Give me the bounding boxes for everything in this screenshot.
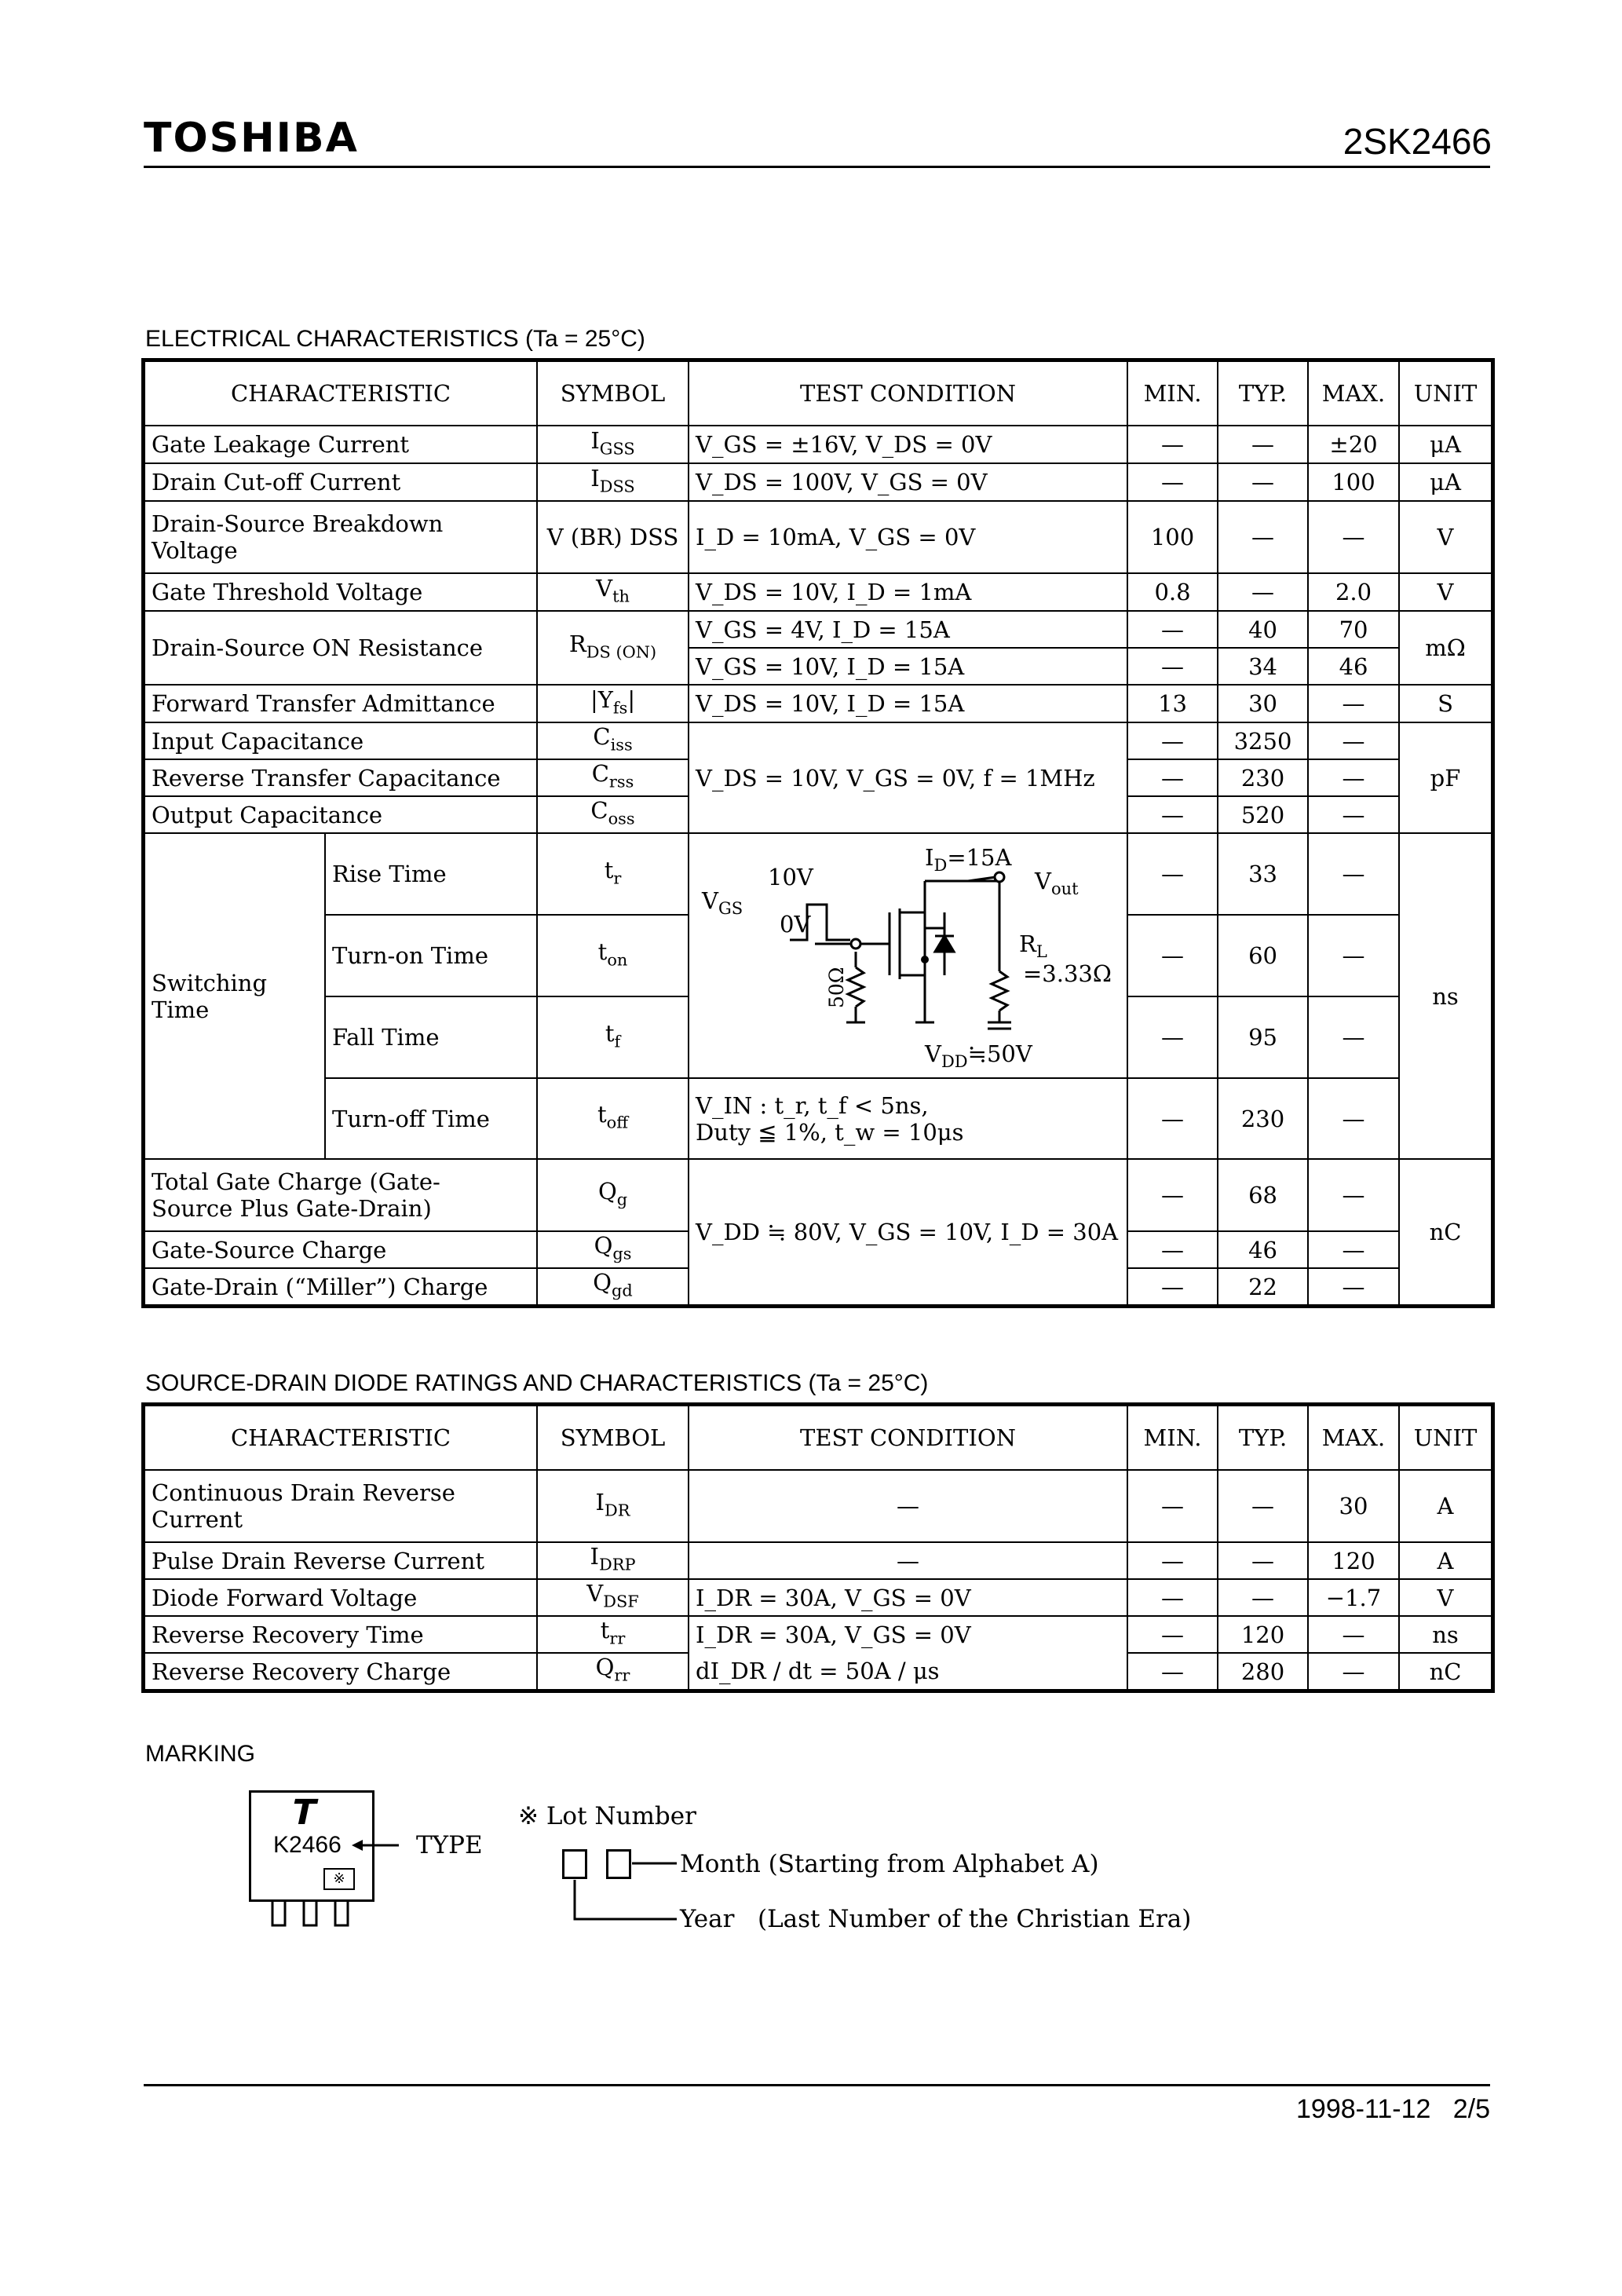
unit: pF (1399, 722, 1492, 833)
max-value: — (1308, 722, 1399, 759)
test-condition: — (689, 1542, 1127, 1579)
min-value: — (1127, 463, 1218, 501)
symbol: $Q_{gs}$ (537, 1231, 689, 1268)
typ-value: — (1218, 1542, 1308, 1579)
characteristic-name: Total Gate Charge (Gate-Source Plus Gate-Drain) (144, 1159, 537, 1231)
label-vout: $V_{out}$ (1035, 868, 1079, 898)
max-value: ±20 (1308, 426, 1399, 463)
table-row (144, 1542, 1492, 1579)
min-value: 100 (1127, 501, 1218, 573)
test-condition: V_DS = 10V, V_GS = 0V, f = 1MHz (689, 722, 1127, 833)
symbol: $|Y_{fs}|$ (537, 685, 689, 722)
footer-date-page: 1998-11-12 2/5 (1296, 2094, 1490, 2124)
year-note: Year (Last Number of the Christian Era) (680, 1905, 1192, 1933)
symbol: $V_{th}$ (537, 573, 689, 611)
min-value: — (1127, 833, 1218, 915)
col-max: MAX. (1308, 1406, 1399, 1470)
min-value: — (1127, 1078, 1218, 1159)
min-value: — (1127, 759, 1218, 796)
max-value: — (1308, 1159, 1399, 1231)
table-row (144, 685, 1492, 722)
typ-value: 230 (1218, 759, 1308, 796)
diode-table (144, 1405, 1492, 1691)
max-value: — (1308, 1231, 1399, 1268)
max-value: — (1308, 685, 1399, 722)
label-vdd: $V_{DD}≒50V$ (925, 1040, 1032, 1071)
max-value: — (1308, 1078, 1399, 1159)
unit: A (1399, 1542, 1492, 1579)
unit: V (1399, 573, 1492, 611)
test-condition: V_GS = 4V, I_D = 15A (689, 611, 1127, 648)
table-row (144, 1470, 1492, 1542)
label-rl-value: =3.33Ω (1023, 960, 1112, 987)
col-symbol: SYMBOL (537, 361, 689, 426)
characteristic-name: Drain Cut-off Current (144, 463, 537, 501)
min-value: — (1127, 426, 1218, 463)
test-condition: I_DR = 30A, V_GS = 0V (689, 1616, 1127, 1653)
max-value: −1.7 (1308, 1579, 1399, 1616)
unit: A (1399, 1470, 1492, 1542)
symbol: $Q_{rr}$ (537, 1653, 689, 1690)
table-row (144, 1159, 1492, 1231)
typ-value: 30 (1218, 685, 1308, 722)
table-row (144, 426, 1492, 463)
symbol: $t_{on}$ (537, 915, 689, 996)
symbol: $C_{rss}$ (537, 759, 689, 796)
symbol: $C_{iss}$ (537, 722, 689, 759)
col-max: MAX. (1308, 361, 1399, 426)
characteristic-name: Reverse Recovery Time (144, 1616, 537, 1653)
max-value: 120 (1308, 1542, 1399, 1579)
characteristic-name: Fall Time (325, 996, 537, 1078)
package-leads (271, 1902, 357, 1933)
header-rule (144, 166, 1490, 168)
unit: mΩ (1399, 611, 1492, 685)
electrical-table (144, 360, 1492, 1306)
part-number: 2SK2466 (1343, 121, 1492, 162)
max-value: — (1308, 796, 1399, 833)
symbol: $t_r$ (537, 833, 689, 915)
diode-title: SOURCE-DRAIN DIODE RATINGS AND CHARACTERISTICS (Ta = 25°C) (145, 1370, 929, 1396)
typ-value: — (1218, 1470, 1308, 1542)
min-value: — (1127, 1231, 1218, 1268)
unit: S (1399, 685, 1492, 722)
type-label: TYPE (416, 1831, 483, 1859)
symbol: $Q_g$ (537, 1159, 689, 1231)
characteristic-name: Gate Threshold Voltage (144, 573, 537, 611)
characteristic-name: Continuous Drain Reverse Current (144, 1470, 537, 1542)
resistor-load (992, 971, 1007, 1011)
min-value: — (1127, 648, 1218, 685)
col-typ: TYP. (1218, 1406, 1308, 1470)
max-value: 2.0 (1308, 573, 1399, 611)
resistor-50-ohm (848, 967, 864, 1007)
typ-value: — (1218, 501, 1308, 573)
max-value: — (1308, 833, 1399, 915)
min-value: — (1127, 1268, 1218, 1305)
unit: nC (1399, 1159, 1492, 1305)
max-value: 30 (1308, 1470, 1399, 1542)
lot-number-label: ※ Lot Number (518, 1802, 696, 1830)
symbol: $C_{oss}$ (537, 796, 689, 833)
unit: V (1399, 501, 1492, 573)
characteristic-name: Gate-Source Charge (144, 1231, 537, 1268)
characteristic-name: Drain-Source ON Resistance (144, 611, 537, 685)
col-characteristic: CHARACTERISTIC (144, 1406, 537, 1470)
symbol: $t_{rr}$ (537, 1616, 689, 1653)
test-condition: — (689, 1470, 1127, 1542)
max-value: — (1308, 759, 1399, 796)
col-typ: TYP. (1218, 361, 1308, 426)
max-value: — (1308, 1616, 1399, 1653)
col-unit: UNIT (1399, 361, 1492, 426)
max-value: — (1308, 501, 1399, 573)
col-min: MIN. (1127, 361, 1218, 426)
col-test-condition: TEST CONDITION (689, 1406, 1127, 1470)
table-row (144, 1616, 1492, 1653)
test-condition: V_DD ≒ 80V, V_GS = 10V, I_D = 30A (689, 1159, 1127, 1305)
typ-value: — (1218, 463, 1308, 501)
max-value: 46 (1308, 648, 1399, 685)
min-value: — (1127, 915, 1218, 996)
characteristic-name: Reverse Recovery Charge (144, 1653, 537, 1690)
typ-value: 120 (1218, 1616, 1308, 1653)
table-row (144, 722, 1492, 759)
min-value: — (1127, 1616, 1218, 1653)
unit: μA (1399, 463, 1492, 501)
symbol: V (BR) DSS (537, 501, 689, 573)
typ-value: 95 (1218, 996, 1308, 1078)
table-row (144, 611, 1492, 648)
min-value: — (1127, 796, 1218, 833)
table-row (144, 1653, 1492, 1690)
switching-note (689, 1078, 1127, 1159)
characteristic-name: Reverse Transfer Capacitance (144, 759, 537, 796)
characteristic-name: Output Capacitance (144, 796, 537, 833)
typ-value: 40 (1218, 611, 1308, 648)
test-condition: I_DR = 30A, V_GS = 0V (689, 1579, 1127, 1616)
brand-logo: TOSHIBA (144, 115, 359, 162)
typ-value: 60 (1218, 915, 1308, 996)
label-50-ohm: 50Ω (825, 967, 849, 1008)
unit: V (1399, 1579, 1492, 1616)
min-value: — (1127, 611, 1218, 648)
col-symbol: SYMBOL (537, 1406, 689, 1470)
electrical-title: ELECTRICAL CHARACTERISTICS (Ta = 25°C) (145, 326, 645, 352)
table-row (144, 1078, 1492, 1159)
min-value: 13 (1127, 685, 1218, 722)
min-value: 0.8 (1127, 573, 1218, 611)
max-value: — (1308, 1653, 1399, 1690)
table-row (144, 501, 1492, 573)
typ-value: — (1218, 1579, 1308, 1616)
month-note: Month (Starting from Alphabet A) (680, 1850, 1099, 1878)
symbol: $I_{DR}$ (537, 1470, 689, 1542)
unit: ns (1399, 1616, 1492, 1653)
header-row (144, 361, 1492, 426)
max-value: — (1308, 996, 1399, 1078)
min-value: — (1127, 1470, 1218, 1542)
symbol: $I_{DSS}$ (537, 463, 689, 501)
label-vgs: $V_{GS}$ (702, 887, 743, 918)
characteristic-name: Diode Forward Voltage (144, 1579, 537, 1616)
test-condition: V_DS = 100V, V_GS = 0V (689, 463, 1127, 501)
label-10v: 10V (768, 864, 813, 890)
max-value: — (1308, 915, 1399, 996)
typ-value: 230 (1218, 1078, 1308, 1159)
label-id: $I_D=15A$ (925, 844, 1012, 875)
switching-circuit-cell (689, 833, 1127, 1078)
typ-value: 68 (1218, 1159, 1308, 1231)
test-condition: V_GS = ±16V, V_DS = 0V (689, 426, 1127, 463)
symbol: $R_{DS (ON)}$ (537, 611, 689, 685)
symbol: $t_f$ (537, 996, 689, 1078)
typ-value: 33 (1218, 833, 1308, 915)
characteristic-name: Gate Leakage Current (144, 426, 537, 463)
symbol: $t_{off}$ (537, 1078, 689, 1159)
characteristic-name: Gate-Drain (“Miller”) Charge (144, 1268, 537, 1305)
max-value: — (1308, 1268, 1399, 1305)
symbol: $I_{DRP}$ (537, 1542, 689, 1579)
switching-circuit-diagram (689, 834, 1127, 1077)
unit: ns (1399, 833, 1492, 1159)
max-value: 70 (1308, 611, 1399, 648)
leads-icon (271, 1902, 357, 1933)
characteristic-name: Drain-Source Breakdown Voltage (144, 501, 537, 573)
test-condition: V_DS = 10V, I_D = 1mA (689, 573, 1127, 611)
min-value: — (1127, 996, 1218, 1078)
footer-rule (144, 2084, 1490, 2086)
characteristic-name: Pulse Drain Reverse Current (144, 1542, 537, 1579)
marking-title: MARKING (145, 1741, 256, 1767)
test-condition: V_DS = 10V, I_D = 15A (689, 685, 1127, 722)
test-condition: I_D = 10mA, V_GS = 0V (689, 501, 1127, 573)
typ-value: 34 (1218, 648, 1308, 685)
characteristic-name: Rise Time (325, 833, 537, 915)
lot-box: ※ (323, 1868, 355, 1890)
note-line-2: Duty ≦ 1%, t_w = 10μs (696, 1118, 964, 1146)
typ-value: 46 (1218, 1231, 1308, 1268)
table-row (144, 463, 1492, 501)
typ-value: 280 (1218, 1653, 1308, 1690)
col-unit: UNIT (1399, 1406, 1492, 1470)
switching-time-group: Switching Time (144, 833, 325, 1159)
symbol: $V_{DSF}$ (537, 1579, 689, 1616)
test-condition: V_GS = 10V, I_D = 15A (689, 648, 1127, 685)
toshiba-mark-icon: T (287, 1793, 320, 1833)
min-value: — (1127, 722, 1218, 759)
symbol: $Q_{gd}$ (537, 1268, 689, 1305)
table-row (144, 573, 1492, 611)
typ-value: 22 (1218, 1268, 1308, 1305)
type-arrow-icon (352, 1837, 399, 1853)
min-value: — (1127, 1653, 1218, 1690)
label-rl: $R_L$ (1019, 930, 1047, 961)
min-value: — (1127, 1579, 1218, 1616)
col-test-condition: TEST CONDITION (689, 361, 1127, 426)
unit: μA (1399, 426, 1492, 463)
characteristic-name: Turn-on Time (325, 915, 537, 996)
test-condition: dI_DR / dt = 50A / μs (689, 1653, 1127, 1690)
header-row (144, 1406, 1492, 1470)
col-characteristic: CHARACTERISTIC (144, 361, 537, 426)
symbol: $I_{GSS}$ (537, 426, 689, 463)
type-code: K2466 (273, 1832, 342, 1858)
characteristic-name: Input Capacitance (144, 722, 537, 759)
max-value: 100 (1308, 463, 1399, 501)
table-row (144, 1579, 1492, 1616)
typ-value: — (1218, 426, 1308, 463)
typ-value: — (1218, 573, 1308, 611)
min-value: — (1127, 1159, 1218, 1231)
unit: nC (1399, 1653, 1492, 1690)
table-row (144, 833, 1492, 915)
typ-value: 520 (1218, 796, 1308, 833)
characteristic-name: Turn-off Time (325, 1078, 537, 1159)
label-0v: 0V (780, 911, 811, 938)
characteristic-name: Forward Transfer Admittance (144, 685, 537, 722)
col-min: MIN. (1127, 1406, 1218, 1470)
note-line-1: V_IN : t_r, t_f < 5ns, (696, 1091, 929, 1119)
typ-value: 3250 (1218, 722, 1308, 759)
min-value: — (1127, 1542, 1218, 1579)
